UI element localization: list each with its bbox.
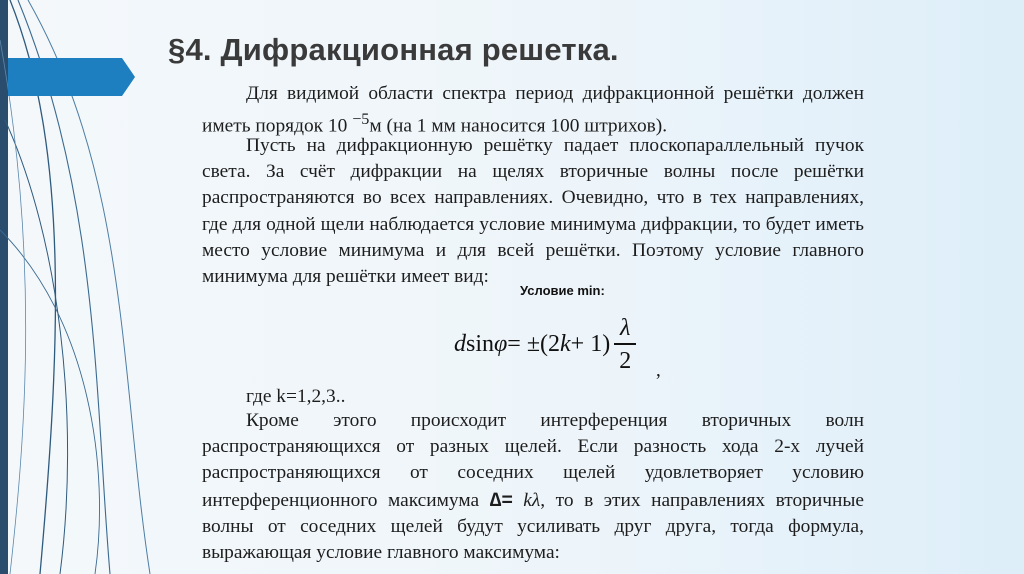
- para3-text-b: , то в этих направлениях вторичные волны от соседних щелей будут усиливать друг друга, тогда формула, выражающая условие главного максимума:: [202, 489, 865, 564]
- deco-curve: [5, 120, 68, 574]
- formula-d: d: [454, 330, 466, 357]
- para1-text-a: Для видимой области спектра период дифракционной решётки должен иметь порядок 10: [202, 83, 864, 137]
- k-lambda: kλ: [512, 489, 541, 511]
- fraction-denominator: 2: [619, 347, 632, 374]
- left-accent-bar: [0, 0, 8, 574]
- delta-equals: ∆=: [489, 488, 513, 511]
- paragraph-where: [202, 384, 864, 410]
- para1-text-b: м (на 1 мм наносится 100 штрихов).: [369, 115, 668, 137]
- condition-min-label: Условие min:: [520, 283, 605, 298]
- para3-text-a: Кроме этого происходит интерференция вторичных волн распространяющихся от разных щелей. Если разность хода 2-х лучей распространяющихся от соседних щелей удовлетворяет условию интерференционного максимума: [202, 410, 864, 511]
- formula-k: k: [560, 330, 571, 357]
- para2-text: Пусть на дифракционную решётку падает плоскопараллельный пучок света. За счёт дифракции на щелях вторичные волны после решётки распространяются во всех направлениях. Очевидно, что в тех направлениях, где для одной щели наблюдается условие минимума дифракции, то будет иметь место условие минимума и для всей решётки. Поэтому условие главного минимума для решётки имеет вид:: [202, 135, 864, 288]
- paragraph-interference: [202, 408, 864, 566]
- paragraph-period: [202, 81, 864, 140]
- min-condition-formula: [454, 316, 636, 373]
- formula-comma: ,: [656, 360, 661, 381]
- formula-phi: φ: [494, 330, 508, 357]
- paragraph-diffraction: [202, 133, 864, 290]
- slide-title: §4. Дифракционная решетка.: [168, 32, 619, 67]
- formula-mid: = ±(2: [507, 330, 560, 357]
- decorative-curves: [0, 0, 160, 574]
- where-text: где k=1,2,3..: [246, 386, 346, 407]
- formula-plus1: + 1): [570, 330, 611, 357]
- formula-sin: sin: [466, 330, 495, 357]
- formula-fraction: [614, 316, 636, 373]
- deco-curve: [0, 230, 100, 574]
- exponent: −5: [352, 111, 370, 129]
- title-arrow-shape: [8, 58, 135, 96]
- fraction-numerator: λ: [619, 315, 631, 341]
